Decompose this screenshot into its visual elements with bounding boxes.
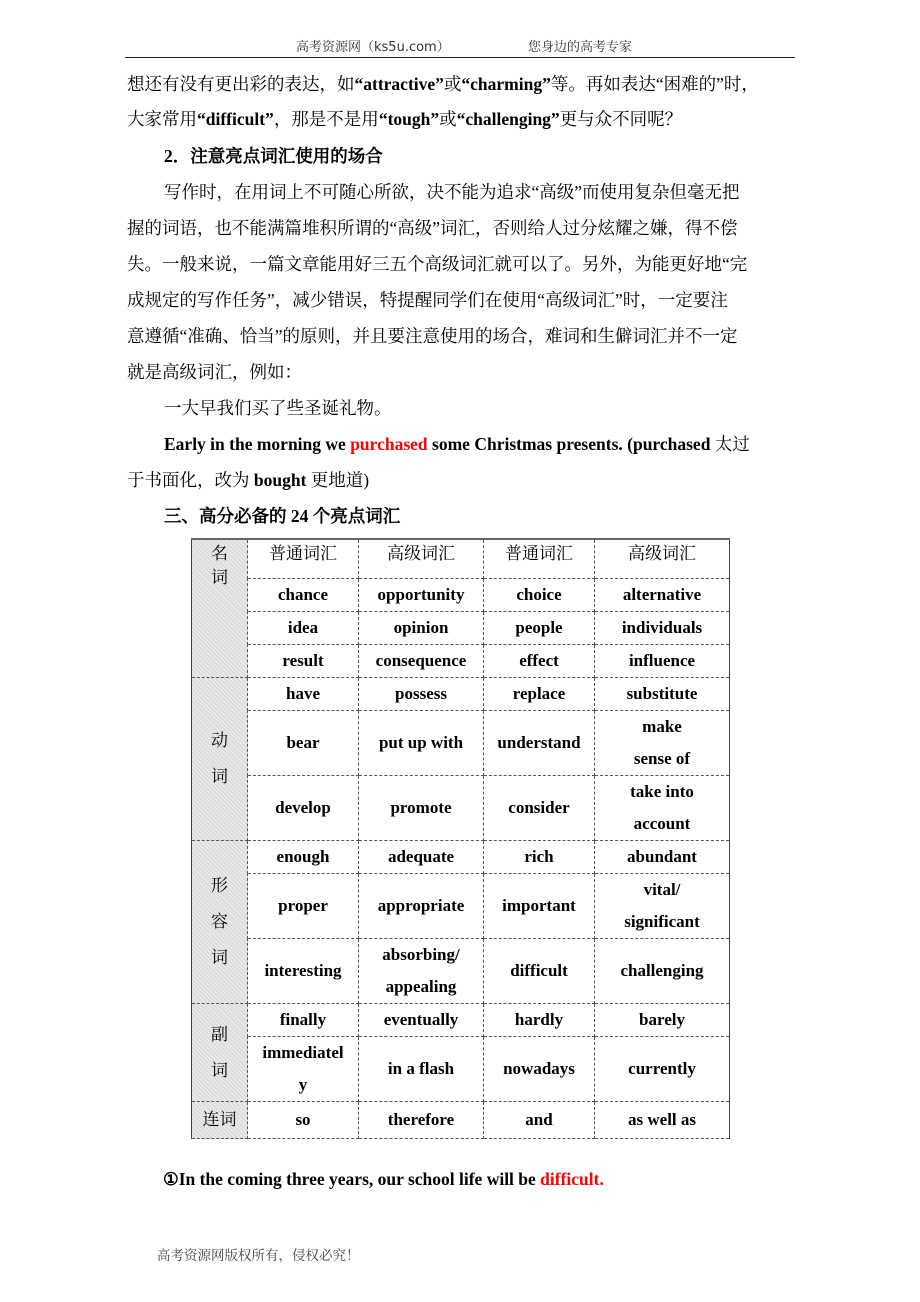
table-row <box>192 776 730 841</box>
table-row <box>192 678 730 711</box>
text: “difficult” <box>197 109 274 129</box>
text: account <box>633 814 691 833</box>
paragraph-line: 成规定的写作任务”，减少错误，特提醒同学们在使用“高级词汇”时，一定要注 <box>127 290 728 310</box>
text: y <box>298 1075 308 1094</box>
example-english <box>164 434 834 454</box>
header-divider <box>125 57 795 58</box>
text: Early in the morning we <box>164 434 351 454</box>
table-row <box>192 579 730 612</box>
table-cell: opinion <box>359 612 484 645</box>
table-row <box>192 1037 730 1102</box>
table-cell <box>359 939 484 1004</box>
text: 更地道) <box>306 470 370 490</box>
table-row <box>192 939 730 1004</box>
text: significant <box>624 912 700 931</box>
table-cell: individuals <box>595 612 730 645</box>
paragraph-line <box>127 74 797 94</box>
example-sentence <box>163 1169 833 1189</box>
category-adverb <box>192 1004 248 1102</box>
text: 形 <box>211 876 228 895</box>
text: some Christmas presents. (purchased <box>427 434 715 454</box>
table-cell: finally <box>248 1004 359 1037</box>
paragraph-line: 意遵循“准确、恰当”的原则，并且要注意使用的场合，难词和生僻词汇并不一定 <box>127 326 738 346</box>
table-cell: hardly <box>484 1004 595 1037</box>
table-cell <box>248 1037 359 1102</box>
text: 副 <box>211 1024 228 1044</box>
table-row <box>192 841 730 874</box>
table-cell: rich <box>484 841 595 874</box>
table-cell <box>595 776 730 841</box>
column-header: 普通词汇 <box>248 539 359 579</box>
table-cell: eventually <box>359 1004 484 1037</box>
text: 大家常用 <box>127 109 197 129</box>
header-slogan: 您身边的高考专家 <box>528 40 633 55</box>
category-noun <box>192 539 248 678</box>
table-cell: put up with <box>359 711 484 776</box>
table-row <box>192 645 730 678</box>
table-cell <box>595 711 730 776</box>
table-cell: currently <box>595 1037 730 1102</box>
table-cell: promote <box>359 776 484 841</box>
table-row <box>192 874 730 939</box>
table-cell: understand <box>484 711 595 776</box>
vocabulary-table <box>191 538 730 1139</box>
table-cell: idea <box>248 612 359 645</box>
text: 等。再如表达“困难的”时， <box>550 74 759 94</box>
text: 词 <box>211 948 228 967</box>
text: “tough” <box>378 109 440 129</box>
text: “charming” <box>461 74 551 94</box>
text: immediatel <box>262 1043 344 1062</box>
table-cell: possess <box>359 678 484 711</box>
column-header: 普通词汇 <box>484 539 595 579</box>
table-cell: adequate <box>359 841 484 874</box>
table-cell: substitute <box>595 678 730 711</box>
table-cell: important <box>484 874 595 939</box>
text: “attractive” <box>354 74 444 94</box>
text: 动 <box>211 731 228 750</box>
table-cell: barely <box>595 1004 730 1037</box>
highlight-word: purchased <box>350 434 428 454</box>
page-header <box>0 36 920 56</box>
table-cell: as well as <box>595 1102 730 1139</box>
paragraph-line: 握的词语，也不能满篇堆积所谓的“高级”词汇，否则给人过分炫耀之嫌，得不偿 <box>127 218 738 238</box>
table-cell <box>595 874 730 939</box>
table-cell: so <box>248 1102 359 1139</box>
text: 24 <box>290 506 309 526</box>
table-cell: bear <box>248 711 359 776</box>
category-conjunction <box>192 1102 248 1139</box>
text: absorbing/ <box>382 945 460 964</box>
copyright-footer: 高考资源网版权所有，侵权必究！ <box>157 1248 360 1264</box>
table-cell: alternative <box>595 579 730 612</box>
text: 词 <box>211 1060 228 1080</box>
text: 更与众不同呢？ <box>559 109 683 129</box>
category-verb <box>192 678 248 841</box>
table-cell: difficult <box>484 939 595 1004</box>
paragraph-line: 写作时，在用词上不可随心所欲，决不能为追求“高级”而使用复杂但毫无把 <box>164 182 740 202</box>
table-cell: challenging <box>595 939 730 1004</box>
text: 名 <box>211 544 228 563</box>
table-cell: develop <box>248 776 359 841</box>
text: bought <box>253 470 307 490</box>
text: appealing <box>385 977 457 996</box>
text: vital/ <box>643 880 681 899</box>
paragraph-line <box>127 109 797 129</box>
text: 想还有没有更出彩的表达，如 <box>127 74 355 94</box>
table-cell: in a flash <box>359 1037 484 1102</box>
text: ，那是不是用 <box>273 109 379 129</box>
category-adjective <box>192 841 248 1004</box>
table-cell: nowadays <box>484 1037 595 1102</box>
table-cell: opportunity <box>359 579 484 612</box>
table-cell: appropriate <box>359 874 484 939</box>
table-cell: effect <box>484 645 595 678</box>
section-heading <box>164 506 834 526</box>
paragraph-line: 就是高级词汇，例如： <box>127 362 302 382</box>
text: 连词 <box>202 1110 237 1129</box>
text: take into <box>630 782 694 801</box>
example-english-cont <box>127 470 797 490</box>
table-cell: replace <box>484 678 595 711</box>
table-cell: choice <box>484 579 595 612</box>
text: ①In the coming three years, our school life will be <box>163 1169 541 1189</box>
text: 三、高分必备的 <box>164 506 291 526</box>
table-cell: abundant <box>595 841 730 874</box>
text: make <box>642 717 682 736</box>
column-header: 高级词汇 <box>359 539 484 579</box>
table-row <box>192 612 730 645</box>
text: 词 <box>211 568 228 587</box>
table-cell: result <box>248 645 359 678</box>
table-cell: have <box>248 678 359 711</box>
table-cell: consequence <box>359 645 484 678</box>
table-cell: influence <box>595 645 730 678</box>
text: 于书面化，改为 <box>127 470 254 490</box>
text: 或 <box>443 74 462 94</box>
example-chinese: 一大早我们买了些圣诞礼物。 <box>164 398 392 418</box>
column-header: 高级词汇 <box>595 539 730 579</box>
section-heading: 2．注意亮点词汇使用的场合 <box>164 146 383 166</box>
text: sense of <box>633 749 691 768</box>
highlight-word: difficult. <box>540 1169 604 1189</box>
text: 或 <box>439 109 457 129</box>
table-cell: enough <box>248 841 359 874</box>
table-cell: chance <box>248 579 359 612</box>
table-cell: proper <box>248 874 359 939</box>
text: 词 <box>211 767 228 786</box>
table-cell: consider <box>484 776 595 841</box>
table-cell: interesting <box>248 939 359 1004</box>
text: 太过 <box>714 434 750 454</box>
table-cell: people <box>484 612 595 645</box>
table-row <box>192 1004 730 1037</box>
table-header-row <box>192 539 730 579</box>
paragraph-line: 失。一般来说，一篇文章能用好三五个高级词汇就可以了。另外，为能更好地“完 <box>127 254 748 274</box>
table-row <box>192 711 730 776</box>
table-cell: therefore <box>359 1102 484 1139</box>
text: “challenging” <box>456 109 560 129</box>
text: 容 <box>211 912 228 931</box>
header-site: 高考资源网（ks5u.com） <box>296 40 450 55</box>
table-row <box>192 1102 730 1139</box>
text: 个亮点词汇 <box>308 506 401 526</box>
table-cell: and <box>484 1102 595 1139</box>
